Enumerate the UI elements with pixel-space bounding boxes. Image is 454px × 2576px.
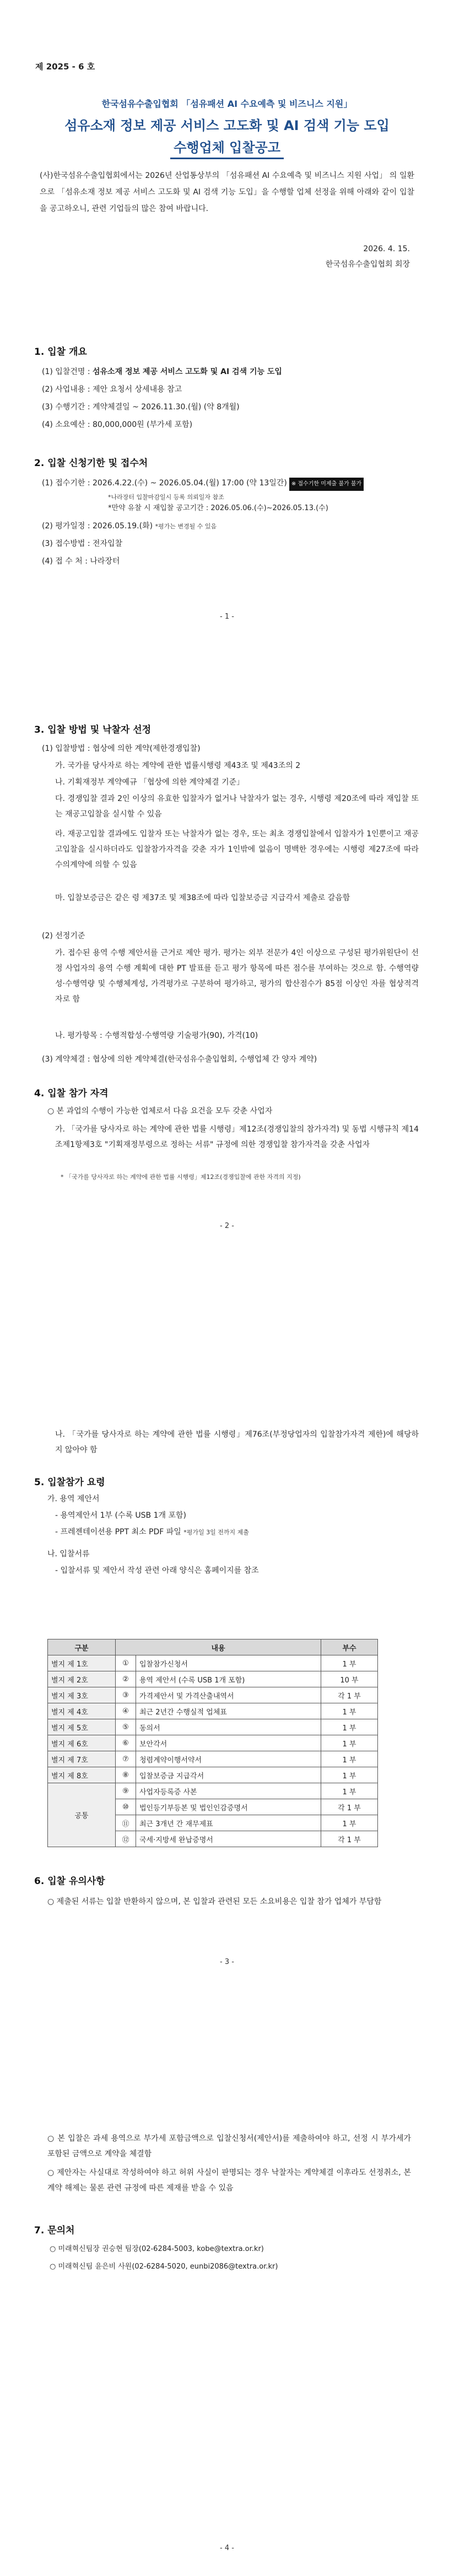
table-row — [48, 1687, 378, 1703]
caution-1: ○ 제출된 서류는 입찰 반환하지 않으며, 본 입찰과 관련된 모든 소요비용은 입찰 참가 업체가 부담함 — [47, 1897, 382, 1906]
selection-ga: 가. 접수된 용역 수행 제안서를 근거로 제안 평가. 평가는 외부 전문가 4인 이상으로 구성된 평가위원단이 선정 사업자의 용역 수행 계획에 대한 PT 발표를 듣고 평가 항목에 따른 점수를 부여하는 것으로 함. 수행역량성·수행역량 및 수행체계성, 가격평가로 구분하여 평가하고, 평가의 합산점수가 85점 이상인 자를 협상적격자로 함 — [55, 949, 419, 1004]
section-7-title: 7. 문의처 — [34, 2225, 75, 2236]
section-1-title: 1. 입찰 개요 — [34, 347, 87, 358]
row-content: 최근 3개년 간 재무제표 — [136, 1815, 321, 1831]
row-num: ② — [116, 1671, 136, 1687]
title-line-1: 섬유소재 정보 제공 서비스 고도화 및 AI 검색 기능 도입 — [64, 118, 390, 133]
table-row — [48, 1751, 378, 1767]
proposal-item-2-note: *평가일 3일 전까지 제출 — [183, 1529, 249, 1536]
row-copies: 1 부 — [321, 1703, 378, 1719]
place-row: (4) 접 수 처 : 나라장터 — [42, 557, 120, 566]
row-label: 별지 제 6호 — [48, 1735, 116, 1751]
row-content: 용역 제안서 (수록 USB 1개 포함) — [136, 1671, 321, 1687]
eligibility-ga: 가. 「국가를 당사자로 하는 계약에 관한 법률 시행령」제12조(경쟁입찰의 참가자격) 및 동법 시행규칙 제14조제1항제3호 "기획재정부령으로 정하는 서류" 규정에 의한 경쟁입찰 참가자격을 갖춘 사업자 — [55, 1125, 419, 1149]
signature-block — [326, 241, 410, 272]
row-content: 입찰참가신청서 — [136, 1655, 321, 1671]
table-row — [48, 1767, 378, 1783]
item-key: (1) 입찰건명 : — [42, 367, 90, 376]
contact-2: ○ 미래혁신팀 윤은비 사원(02-6284-5020, eunbi2086@textra.or.kr) — [50, 2263, 278, 2271]
bid-method-na: 나. 기획재정부 계약예규 「협상에 의한 계약체결 기준」 — [55, 778, 245, 787]
row-copies: 1 부 — [321, 1767, 378, 1783]
table-row — [48, 1735, 378, 1751]
title-line-2-text: 수행업체 입찰공고 — [170, 140, 284, 159]
table-row — [48, 1719, 378, 1735]
page-number-2: - 2 - — [220, 1222, 234, 1230]
item-value: 80,000,000원 (부가세 포함) — [93, 420, 193, 429]
deadline-mark: ※ 접수기한 미제출 불가 불가 — [289, 478, 364, 491]
row-label: 별지 제 2호 — [48, 1671, 116, 1687]
col-header-content: 내용 — [116, 1639, 321, 1655]
section-2-title: 2. 입찰 신청기한 및 접수처 — [34, 458, 148, 469]
col-header-type: 구분 — [48, 1639, 116, 1655]
proposal-item-2 — [55, 1526, 435, 1539]
proposal-heading: 가. 용역 제안서 — [47, 1495, 100, 1503]
proposal-item-2-text: - 프레젠테이션용 PPT 최소 PDF 파일 — [55, 1528, 181, 1536]
sign-by: 한국섬유수출입협회 회장 — [325, 260, 410, 269]
row-copies: 1 부 — [321, 1815, 378, 1831]
row-label: 별지 제 8호 — [48, 1767, 116, 1783]
row-copies: 각 1 부 — [321, 1687, 378, 1703]
selection-na: 나. 평가항목 : 수행적합성·수행역량 기술평가(90), 가격(10) — [55, 1031, 258, 1040]
required-documents-table — [47, 1639, 378, 1847]
table-row — [48, 1671, 378, 1687]
row-content: 입찰보증금 지급각서 — [136, 1767, 321, 1783]
bid-method-ma: 마. 입찰보증금은 같은 령 제37조 및 제38조에 따라 입찰보증금 지급각서 제출로 갈음함 — [55, 894, 350, 902]
eval-row — [42, 520, 422, 533]
page-number-3: - 3 - — [220, 1958, 234, 1966]
row-num: ⑨ — [116, 1783, 136, 1799]
table-row — [48, 1703, 378, 1719]
sign-date: 2026. 4. 15. — [363, 245, 410, 253]
row-num: ⑩ — [116, 1799, 136, 1815]
section-6-title: 6. 입찰 유의사항 — [34, 1876, 105, 1887]
bid-method-da: 다. 경쟁입찰 결과 2인 이상의 유효한 입찰자가 없거나 낙찰자가 없는 경우, 시행령 제20조에 따라 재입찰 또는 재공고입찰을 실시할 수 있음 — [55, 794, 419, 819]
row-copies: 1 부 — [321, 1735, 378, 1751]
deadline-row — [42, 477, 422, 491]
row-content: 최근 2년간 수행실적 업체표 — [136, 1703, 321, 1719]
bid-method: (1) 입찰방법 : 협상에 의한 계약(제한경쟁입찰) — [42, 744, 201, 753]
row-num: ⑧ — [116, 1767, 136, 1783]
eval-note: *평가는 변경될 수 있음 — [155, 523, 217, 530]
eligibility-na: 나. 「국가를 당사자로 하는 계약에 관한 법률 시행령」제76조(부정당업자의 입찰참가자격 제한)에 해당하지 않아야 함 — [55, 1430, 419, 1454]
row-num: ⑪ — [116, 1815, 136, 1831]
overview-item-4 — [42, 419, 422, 431]
row-label: 별지 제 5호 — [48, 1719, 116, 1735]
table-row — [48, 1655, 378, 1671]
row-copies: 1 부 — [321, 1655, 378, 1671]
section-4-title: 4. 입찰 참가 자격 — [34, 1088, 109, 1099]
deadline-note-1: *나라장터 입찰마감일시 등록 의뢰일자 참조 — [108, 494, 224, 501]
col-header-copies: 부수 — [321, 1639, 378, 1655]
overview-item-1 — [42, 366, 422, 378]
page-number-1: - 1 - — [220, 613, 234, 621]
documents-heading: 나. 입찰서류 — [47, 1550, 90, 1558]
bid-method-ra: 라. 재공고입찰 결과에도 입찰자 또는 낙찰자가 없는 경우, 또는 최초 경쟁입찰에서 입찰자가 1인뿐이고 재공고입찰을 실시하더라도 입찰참가자격을 갖춘 자가 1인밖에 없음이 명백한 경우에는 시행령 제27조에 따라 수의계약에 의할 수 있음 — [55, 830, 419, 869]
proposal-item-1: - 용역제안서 1부 (수록 USB 1개 포함) — [55, 1511, 186, 1520]
row-num: ① — [116, 1655, 136, 1671]
caution-2: ○ 본 입찰은 과세 용역으로 부가세 포함금액으로 입찰신청서(제안서)를 제출하여야 하고, 선정 시 부가세가 포함된 금액으로 계약을 체결함 — [47, 2134, 411, 2158]
row-content: 국세·지방세 완납증명서 — [136, 1831, 321, 1847]
contract-method: (3) 계약체결 : 협상에 의한 계약체결(한국섬유수출입협회, 수행업체 간 양자 계약) — [42, 1055, 317, 1064]
row-content: 법인등기부등본 및 법인인감증명서 — [136, 1799, 321, 1815]
item-value: 제안 요청서 상세내용 참고 — [93, 385, 182, 394]
row-content: 사업자등록증 사본 — [136, 1783, 321, 1799]
eligibility-lead: ○ 본 과업의 수행이 가능한 업체로서 다음 요건을 모두 갖춘 사업자 — [47, 1107, 273, 1116]
row-copies: 1 부 — [321, 1719, 378, 1735]
section-5-title: 5. 입찰참가 요령 — [34, 1477, 105, 1488]
row-label: 별지 제 3호 — [48, 1687, 116, 1703]
documents-note: - 입찰서류 및 제안서 작성 관련 아래 양식은 홈페이지를 참조 — [55, 1566, 259, 1575]
row-copies: 각 1 부 — [321, 1831, 378, 1847]
eval-text: (2) 평가일정 : 2026.05.19.(화) — [42, 522, 153, 531]
deadline-note-2: *만약 유찰 시 재입찰 공고기간 : 2026.05.06.(수)~2026.05.13.(수) — [108, 504, 328, 512]
org-line: 한국섬유수출입협회 「섬유패션 AI 수요예측 및 비즈니스 지원」 — [101, 99, 353, 109]
section-3-title: 3. 입찰 방법 및 낙찰자 선정 — [34, 724, 152, 735]
row-content: 보안각서 — [136, 1735, 321, 1751]
row-content: 청렴계약이행서약서 — [136, 1751, 321, 1767]
item-key: (3) 수행기간 : — [42, 403, 90, 412]
row-copies: 10 부 — [321, 1671, 378, 1687]
intro-paragraph: (사)한국섬유수출입협회에서는 2026년 산업통상부의 「섬유패션 AI 수요예측 및 비즈니스 지원 사업」 의 일환으로 「섬유소재 정보 제공 서비스 고도화 및 AI 검색 기능 도입」을 수행할 업체 선정을 위해 아래와 같이 입찰을 공고하오니, 관련 기업들의 많은 참여 바랍니다. — [40, 171, 414, 213]
row-label: 별지 제 4호 — [48, 1703, 116, 1719]
selection-criteria: (2) 선정기준 — [42, 932, 85, 940]
row-content: 동의서 — [136, 1719, 321, 1735]
row-copies: 각 1 부 — [321, 1799, 378, 1815]
row-label: 별지 제 1호 — [48, 1655, 116, 1671]
contact-1: ○ 미래혁신팀장 권승현 팀장(02-6284-5003, kobe@textra.or.kr) — [50, 2245, 264, 2253]
row-copies: 1 부 — [321, 1783, 378, 1799]
title-line-2 — [0, 137, 454, 156]
item-value: 섬유소재 정보 제공 서비스 고도화 및 AI 검색 기능 도입 — [93, 367, 282, 376]
item-key: (4) 소요예산 : — [42, 420, 90, 429]
row-label: 별지 제 7호 — [48, 1751, 116, 1767]
row-copies: 1 부 — [321, 1751, 378, 1767]
row-content: 가격제안서 및 가격산출내역서 — [136, 1687, 321, 1703]
row-num: ⑫ — [116, 1831, 136, 1847]
method-row: (3) 접수방법 : 전자입찰 — [42, 539, 123, 548]
row-num: ⑦ — [116, 1751, 136, 1767]
caution-3: ○ 제안자는 사실대로 작성하여야 하고 허위 사실이 판명되는 경우 낙찰자는 계약체결 이후라도 선정취소, 본계약 해제는 물론 관련 규정에 따른 제재를 받을 수 있음 — [47, 2168, 411, 2193]
overview-item-3 — [42, 401, 422, 413]
bid-method-ga: 가. 국가를 당사자로 하는 계약에 관한 법률시행령 제43조 및 제43조의 2 — [55, 761, 301, 770]
row-num: ⑤ — [116, 1719, 136, 1735]
deadline-text: (1) 접수기한 : 2026.4.22.(수) ~ 2026.05.04.(월) 17:00 (약 13일간) — [42, 479, 287, 488]
item-value: 계약체결일 ~ 2026.11.30.(월) (약 8개월) — [93, 403, 240, 412]
row-num: ④ — [116, 1703, 136, 1719]
row-label-common: 공통 — [48, 1783, 116, 1847]
row-num: ③ — [116, 1687, 136, 1703]
overview-item-2 — [42, 383, 422, 396]
document-number: 제 2025 - 6 호 — [35, 62, 95, 72]
row-num: ⑥ — [116, 1735, 136, 1751]
eligibility-note: * 「국가를 당사자로 하는 계약에 관한 법률 시행령」제12조(경쟁입찰에 관한 자격의 지정) — [61, 1173, 301, 1181]
table-row — [48, 1783, 378, 1799]
page-number-4: - 4 - — [220, 2544, 234, 2552]
item-key: (2) 사업내용 : — [42, 385, 90, 394]
